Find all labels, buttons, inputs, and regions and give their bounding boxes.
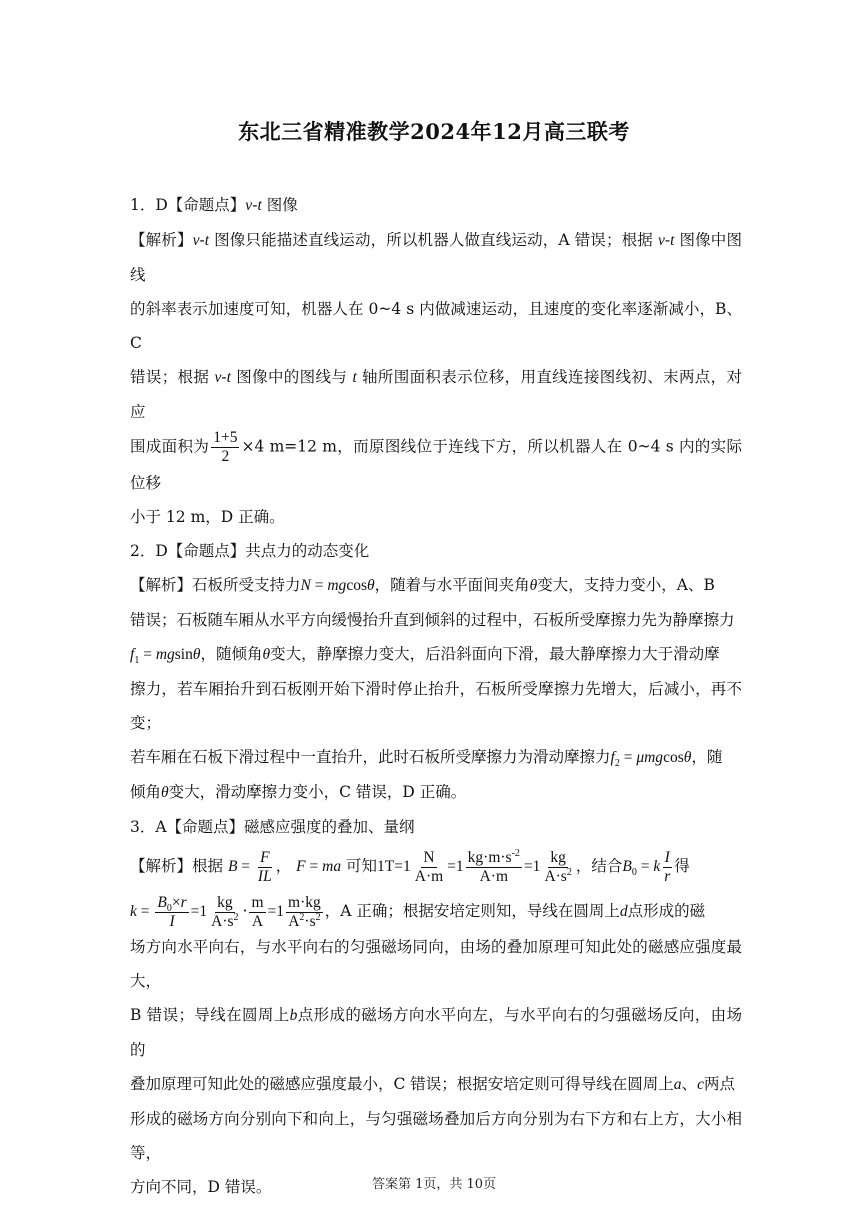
q1-analysis: 【解析】v-t 图像只能描述直线运动，所以机器人做直线运动，A 错误；根据 v-t 图像中图线 的斜率表示加速度可知，机器人在 0~4 s 内做减速运动，且速度的变化率逐渐减小，B、C 错误；根据 v-t 图像中的图线与 t 轴所围面积表示位移，用直线连接图线初、末两点，对应 围成面积为 $\frac{1+5}{2}$ ×4 m=12 m，而原图线位于连线下方，所以机器人在 0~4 s 内的实际位移 小于 12 m，D 正确。: [130, 231, 742, 526]
q3-analysis-cont: 场方向水平向右，与水平向右的匀强磁场同向，由场的叠加原理可知此处的磁感应强度最大， B 错误；导线在圆周上b点形成的磁场方向水平向左，与水平向右的匀强磁场反向，由场的 叠加原理可知此处的磁感应强度最小，C 错误；根据安培定则可得导线在圆周上a、c两点 形成的磁场方向分别向下和向上，与匀强磁场叠加后方向分别为右下方和右上方，大小相等， 方向不同，D 错误。: [130, 938, 742, 1196]
q1-header: 1．D【命题点】v-t 图像: [130, 196, 298, 214]
q1-fraction: $\frac{1+5}{2}$: [213, 429, 238, 465]
page-title: 东北三省精准教学2024年12月高三联考: [238, 119, 630, 144]
q2-header: 2．D【命题点】共点力的动态变化: [130, 542, 370, 560]
q2-analysis: 【解析】石板所受支持力N = mgcosθ，随着与水平面间夹角θ变大，支持力变小，A、B 错误；石板随车厢从水平方向缓慢抬升直到倾斜的过程中，石板所受摩擦力先为静摩擦力 $f_1 = mgsin\theta$，随倾角θ变大，静摩擦力变大，后沿斜面向下滑，最大静摩擦力大于滑动摩 擦力，若车厢抬升到石板刚开始下滑时停止抬升，石板所受摩擦力先增大，后减小，再不变； 若车厢在石板下滑过程中一直抬升，此时石板所受摩擦力为滑动摩擦力$f_2 = \mu mgcos\theta$，随 倾角θ变大，滑动摩擦力变小，C 错误，D 正确。: [130, 576, 742, 801]
answer-content: [130, 188, 742, 1204]
q3-analysis: 【解析】根据 B = $\frac{F}{IL}$ ， F = ma 可知1T=1 $\frac{N}{A\cdot m}$ =1 $\frac{kg\cdot m\cdot s^{-2}}{A\cdot m}$ =1 $\frac{kg}{A\cdot s^2}$ ，结合$B_0 = k$ $\frac{I}{r}$ 得 k = $\frac{B_0\times r}{I}$ =1 $\frac{kg}{A\cdot s^2}$ · $\frac{m}{A}$ =1 $\frac{m\cdot kg}{A^2\cdot s^2}$ ，A 正确；根据安培定则知，导线在圆周上d点形成的磁: [130, 847, 706, 930]
page-footer: 答案第 1页，共 10页: [371, 1177, 497, 1192]
q3-header: 3．A【命题点】磁感应强度的叠加、量纲: [130, 818, 415, 836]
